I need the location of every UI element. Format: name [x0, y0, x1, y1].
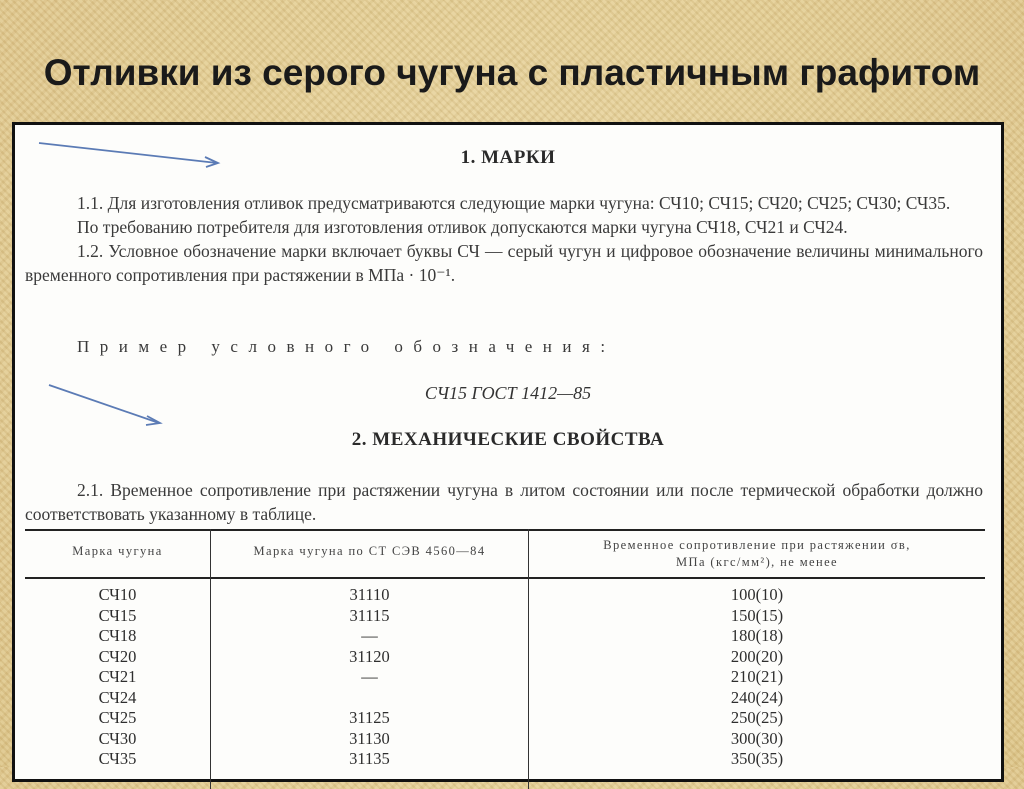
table-cell-grade: СЧ18	[98, 626, 137, 645]
sev-column	[211, 585, 528, 770]
table-cell-grade: СЧ30	[98, 728, 137, 748]
table-cell-strength: 100(10)	[730, 585, 784, 604]
table-cell-grade: СЧ20	[98, 646, 137, 666]
section-2-heading: 2. МЕХАНИЧЕСКИЕ СВОЙСТВА	[351, 429, 665, 450]
table-cell-strength: 240(24)	[730, 687, 784, 707]
header-strength-line1: Временное сопротивление при растяжении σв,	[603, 538, 911, 552]
header-strength	[529, 537, 985, 571]
table-cell-sev: 31110	[349, 585, 390, 604]
table-cell-grade: СЧ24	[98, 687, 137, 707]
scanned-document	[12, 122, 1004, 782]
table-cell-strength: 300(30)	[730, 728, 784, 748]
slide-title: Отливки из серого чугуна с пластичным графитом	[43, 52, 981, 93]
table-cell-grade: СЧ21	[98, 667, 137, 686]
paragraph-1-2: 1.2. Условное обозначение марки включает буквы СЧ — серый чугун и цифровое обозначение величины минимального временного сопротивления при растяжении в МПа · 10⁻¹.	[25, 241, 983, 285]
table-cell-strength: 200(20)	[730, 646, 784, 666]
table-cell-strength: 350(35)	[730, 749, 784, 768]
table-cell-strength: 250(25)	[730, 708, 784, 727]
paragraph-2-1: 2.1. Временное сопротивление при растяжении чугуна в литом состоянии или после термической обработки должно соответствовать указанному в таблице.	[25, 480, 983, 524]
table-cell-sev: 31115	[349, 605, 390, 625]
paragraph-1-1: 1.1. Для изготовления отливок предусматриваются следующие марки чугуна: СЧ10; СЧ15; СЧ20; СЧ25; СЧ30; СЧ35.	[77, 193, 951, 213]
example-designation: СЧ15 ГОСТ 1412—85	[424, 383, 592, 403]
table-cell-sev: 31125	[349, 708, 390, 727]
header-grade: Марка чугуна	[72, 544, 163, 558]
header-sev: Марка чугуна по СТ СЭВ 4560—84	[253, 544, 486, 558]
table-cell-sev: 31135	[349, 749, 390, 768]
paragraph-2	[25, 478, 983, 526]
grade-column	[25, 585, 210, 770]
table-cell-grade: СЧ25	[98, 708, 137, 727]
table-cell-grade: СЧ15	[98, 605, 137, 625]
section-1-heading: 1. МАРКИ	[460, 147, 556, 168]
paragraph-1	[25, 191, 983, 287]
table-cell-strength: 210(21)	[730, 667, 784, 686]
table-cell-sev	[211, 688, 528, 709]
strength-table	[25, 529, 985, 789]
table-cell-strength: 150(15)	[730, 605, 784, 625]
table-cell-sev: —	[361, 667, 378, 686]
table-cell-strength: 180(18)	[730, 626, 784, 645]
table-header-rule	[25, 577, 985, 579]
table-cell-sev: 31120	[349, 646, 390, 666]
example-label: Пример условного обозначения:	[77, 337, 616, 356]
table-top-rule	[25, 529, 985, 531]
strength-column	[529, 585, 985, 770]
paragraph-1-1b: По требованию потребителя для изготовления отливок допускаются марки чугуна СЧ18, СЧ21 и СЧ24.	[77, 217, 848, 237]
table-cell-sev: 31130	[349, 728, 390, 748]
table-cell-sev: —	[361, 626, 378, 645]
table-cell-grade: СЧ10	[98, 585, 137, 604]
header-strength-line2: МПа (кгс/мм²), не менее	[676, 555, 838, 569]
table-cell-grade: СЧ35	[98, 749, 137, 768]
